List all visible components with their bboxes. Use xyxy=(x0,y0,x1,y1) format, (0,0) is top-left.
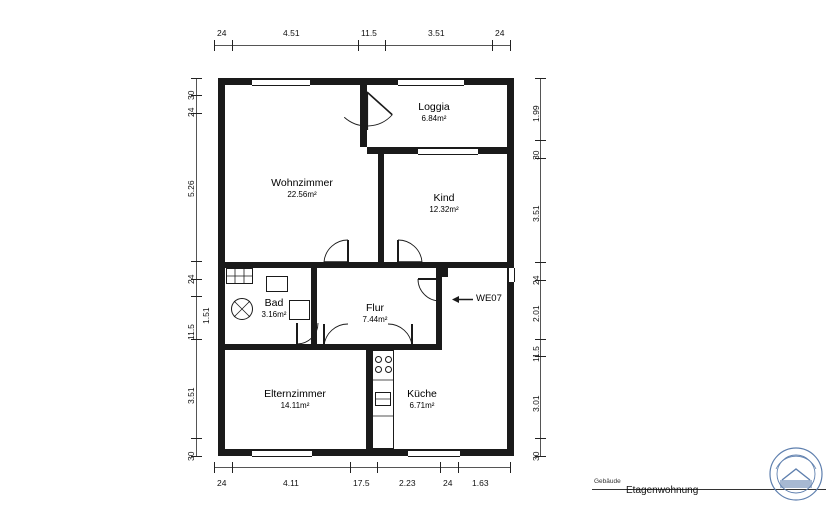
dim-tick xyxy=(232,40,233,51)
dim-tick xyxy=(535,339,546,340)
dim-tick xyxy=(191,261,202,262)
room-area: 7.44m² xyxy=(362,315,388,325)
dim-tick xyxy=(535,262,546,263)
wall-wohnzimmer-kind xyxy=(378,147,384,262)
door-entrance xyxy=(414,275,444,305)
dim-left-3: 5.26 xyxy=(186,180,196,197)
dim-bottom-1: 24 xyxy=(217,478,227,488)
dim-left-8: 30 xyxy=(186,451,196,461)
dim-bottom-3: 17.5 xyxy=(353,478,370,488)
room-name: Bad xyxy=(264,297,284,309)
dim-tick xyxy=(191,78,202,79)
door-elternzimmer xyxy=(322,322,350,350)
room-name: Küche xyxy=(407,388,437,400)
room-label-wohnzimmer xyxy=(252,177,352,200)
dim-tick xyxy=(214,462,215,473)
company-stamp-icon xyxy=(768,446,824,502)
dim-tick xyxy=(510,462,511,473)
dim-right-4: 24 xyxy=(531,275,541,285)
dim-left-7: 3.51 xyxy=(186,387,196,404)
dim-tick xyxy=(191,438,202,439)
room-area: 6.84m² xyxy=(421,114,447,124)
dim-top-3: 11.5 xyxy=(361,28,377,38)
dim-left-2: 24 xyxy=(186,107,196,117)
fixture-sink xyxy=(266,276,288,292)
room-name: Loggia xyxy=(418,101,450,113)
dim-tick xyxy=(440,462,441,473)
room-name: Wohnzimmer xyxy=(271,177,333,189)
unit-code-label: WE07 xyxy=(476,293,502,304)
dim-top-5: 24 xyxy=(495,28,505,38)
wall-flur-bottom xyxy=(225,344,373,350)
dim-line-top xyxy=(214,45,510,46)
dim-tick xyxy=(350,462,351,473)
dim-tick xyxy=(535,78,546,79)
window-elternzimmer-bottom xyxy=(252,450,312,457)
dim-left-5: 11.5 xyxy=(186,324,196,340)
dim-bottom-4: 2.23 xyxy=(399,478,416,488)
dim-right-6: 11.5 xyxy=(531,346,541,362)
entrance-arrow-icon xyxy=(452,294,474,305)
exterior-wall-left xyxy=(218,78,225,456)
dim-tick xyxy=(191,296,202,297)
door-wohnzimmer xyxy=(322,238,350,266)
window-loggia-bottom xyxy=(418,148,478,155)
fixture-bathtub-grid xyxy=(226,268,253,284)
dim-right-2: 30 xyxy=(531,150,541,160)
door-loggia xyxy=(365,90,409,136)
fixture-shower xyxy=(289,300,310,320)
room-label-elternzimmer xyxy=(240,388,350,411)
fixture-counter-lines xyxy=(372,350,394,449)
room-area: 22.56m² xyxy=(287,190,317,200)
room-name: Elternzimmer xyxy=(264,388,326,400)
room-name: Flur xyxy=(365,302,385,314)
room-area: 3.16m² xyxy=(261,310,287,320)
dim-bottom-2: 4.11 xyxy=(283,478,299,488)
dim-left-1: 30 xyxy=(186,90,196,100)
door-kueche xyxy=(386,322,414,350)
dim-tick xyxy=(214,40,215,51)
dim-right-5: 2.01 xyxy=(531,305,541,322)
room-label-kind xyxy=(404,192,484,215)
dim-right-3: 3.51 xyxy=(531,205,541,222)
dim-line-left xyxy=(196,78,197,456)
room-label-kueche xyxy=(391,388,453,411)
dim-tick xyxy=(535,438,546,439)
window-right-flur xyxy=(508,268,515,282)
room-area: 12.32m² xyxy=(429,205,459,215)
dim-tick xyxy=(492,40,493,51)
wall-entrance-stub xyxy=(442,268,448,277)
dim-tick xyxy=(385,40,386,51)
room-area: 14.11m² xyxy=(280,401,310,411)
fixture-toilet-cross xyxy=(231,298,253,320)
footer-field-label: Gebäude xyxy=(594,478,621,485)
room-area: 6.71m² xyxy=(409,401,435,411)
dim-bottom-5: 24 xyxy=(443,478,453,488)
dim-left-6: 1.51 xyxy=(201,307,211,324)
dim-line-bottom xyxy=(214,467,510,468)
dim-right-1: 1.99 xyxy=(531,105,541,122)
dim-right-8: 30 xyxy=(531,451,541,461)
dim-tick xyxy=(458,462,459,473)
window-loggia-top xyxy=(398,79,464,86)
dim-tick xyxy=(232,462,233,473)
dim-top-1: 24 xyxy=(217,28,227,38)
window-top-wohnzimmer xyxy=(252,79,310,86)
dim-tick xyxy=(510,40,511,51)
door-kind xyxy=(396,238,424,266)
dim-bottom-6: 1.63 xyxy=(472,478,489,488)
dim-left-4: 24 xyxy=(186,274,196,284)
room-name: Kind xyxy=(433,192,455,204)
footer-field-value: Etagenwohnung xyxy=(626,485,699,496)
dim-top-2: 4.51 xyxy=(283,28,300,38)
dim-right-7: 3.01 xyxy=(531,395,541,412)
dim-tick xyxy=(358,40,359,51)
window-kueche-bottom xyxy=(408,450,460,457)
dim-tick xyxy=(535,140,546,141)
dim-tick xyxy=(377,462,378,473)
dim-top-4: 3.51 xyxy=(428,28,445,38)
